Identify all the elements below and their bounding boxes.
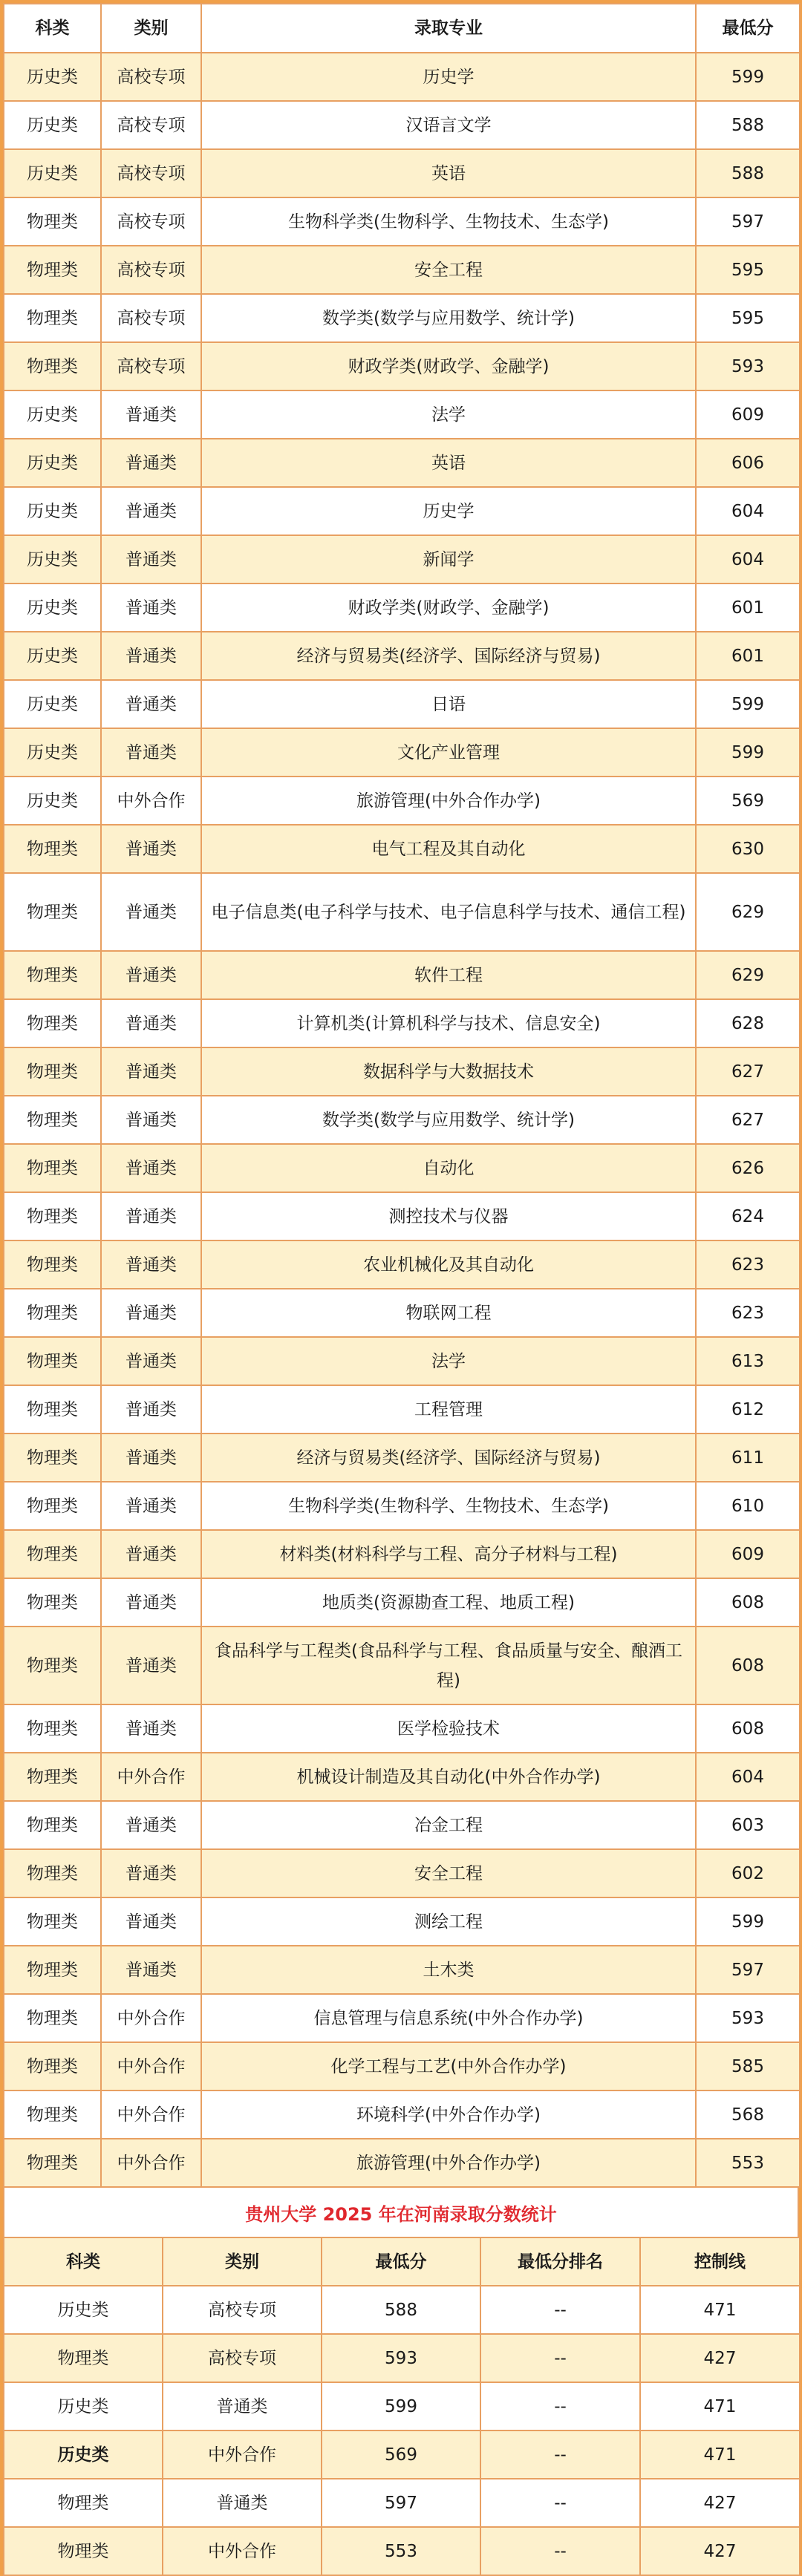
table-row — [4, 2382, 800, 2430]
category-cell: 普通类 — [101, 1240, 201, 1289]
major-scores-table — [3, 3, 801, 2188]
subject-cell: 物理类 — [4, 246, 101, 294]
table-row — [4, 2479, 800, 2527]
min-score-cell: 627 — [696, 1047, 800, 1096]
table-row — [4, 1192, 800, 1240]
column-header-category: 类别 — [101, 4, 201, 53]
min-score-cell: 629 — [696, 873, 800, 951]
major-cell: 历史学 — [201, 53, 696, 101]
category-cell: 中外合作 — [101, 777, 201, 825]
subject-cell: 历史类 — [4, 487, 101, 535]
category-cell: 普通类 — [101, 1096, 201, 1144]
category-cell: 普通类 — [101, 1897, 201, 1946]
table-row — [4, 2430, 800, 2479]
category-cell: 普通类 — [101, 1385, 201, 1434]
major-cell: 日语 — [201, 680, 696, 728]
major-cell: 测控技术与仪器 — [201, 1192, 696, 1240]
subject-cell: 物理类 — [4, 2139, 101, 2187]
min-score-cell: 623 — [696, 1289, 800, 1337]
column-header-min-rank: 最低分排名 — [480, 2237, 640, 2286]
table-row — [4, 2334, 800, 2382]
subject-cell: 物理类 — [4, 342, 101, 390]
subject-cell: 物理类 — [4, 1849, 101, 1897]
min-score-cell: 569 — [322, 2430, 480, 2479]
major-cell: 数学类(数学与应用数学、统计学) — [201, 1096, 696, 1144]
table-row — [4, 197, 800, 246]
category-cell: 普通类 — [101, 535, 201, 583]
major-cell: 物联网工程 — [201, 1289, 696, 1337]
category-cell: 普通类 — [101, 1849, 201, 1897]
major-cell: 安全工程 — [201, 246, 696, 294]
major-cell: 经济与贸易类(经济学、国际经济与贸易) — [201, 1434, 696, 1482]
category-cell: 中外合作 — [163, 2527, 322, 2575]
min-score-cell: 601 — [696, 583, 800, 632]
category-cell: 高校专项 — [163, 2286, 322, 2334]
major-cell: 计算机类(计算机科学与技术、信息安全) — [201, 999, 696, 1047]
table-row — [4, 777, 800, 825]
control-line-cell: 471 — [640, 2286, 800, 2334]
subject-cell: 历史类 — [4, 680, 101, 728]
category-cell: 普通类 — [101, 873, 201, 951]
min-rank-cell: -- — [480, 2430, 640, 2479]
category-cell: 普通类 — [101, 632, 201, 680]
table-row — [4, 2527, 800, 2575]
category-cell: 普通类 — [101, 1434, 201, 1482]
min-score-cell: 611 — [696, 1434, 800, 1482]
min-score-cell: 608 — [696, 1704, 800, 1753]
category-cell: 高校专项 — [101, 53, 201, 101]
table-row — [4, 1240, 800, 1289]
min-score-cell: 553 — [696, 2139, 800, 2187]
min-score-cell: 603 — [696, 1801, 800, 1849]
category-cell: 高校专项 — [101, 246, 201, 294]
subject-cell: 物理类 — [4, 1482, 101, 1530]
table-row — [4, 1994, 800, 2042]
table-row — [4, 53, 800, 101]
category-cell: 普通类 — [101, 487, 201, 535]
table-row — [4, 1897, 800, 1946]
subject-cell: 物理类 — [4, 2090, 101, 2139]
subject-cell: 历史类 — [4, 2286, 163, 2334]
category-cell: 普通类 — [101, 1627, 201, 1704]
subject-cell: 历史类 — [4, 439, 101, 487]
category-cell: 中外合作 — [163, 2430, 322, 2479]
subject-cell: 物理类 — [4, 1192, 101, 1240]
subject-cell: 物理类 — [4, 1994, 101, 2042]
table-row — [4, 1144, 800, 1192]
min-score-cell: 628 — [696, 999, 800, 1047]
min-score-cell: 597 — [696, 197, 800, 246]
category-cell: 普通类 — [101, 1192, 201, 1240]
table-row — [4, 439, 800, 487]
subject-cell: 物理类 — [4, 1385, 101, 1434]
min-score-cell: 609 — [696, 1530, 800, 1578]
major-cell: 电子信息类(电子科学与技术、电子信息科学与技术、通信工程) — [201, 873, 696, 951]
table-row — [4, 487, 800, 535]
subject-cell: 物理类 — [4, 1530, 101, 1578]
category-cell: 普通类 — [101, 951, 201, 999]
table-row — [4, 1047, 800, 1096]
min-score-cell: 588 — [696, 149, 800, 197]
table-row — [4, 149, 800, 197]
min-score-cell: 601 — [696, 632, 800, 680]
subject-cell: 物理类 — [4, 1434, 101, 1482]
table-row — [4, 1482, 800, 1530]
min-score-cell: 568 — [696, 2090, 800, 2139]
major-cell: 测绘工程 — [201, 1897, 696, 1946]
table-row — [4, 951, 800, 999]
min-score-cell: 613 — [696, 1337, 800, 1385]
table-row — [4, 2286, 800, 2334]
major-cell: 食品科学与工程类(食品科学与工程、食品质量与安全、酿酒工程) — [201, 1627, 696, 1704]
column-header-category: 类别 — [163, 2237, 322, 2286]
subject-cell: 物理类 — [4, 1946, 101, 1994]
category-cell: 普通类 — [101, 1530, 201, 1578]
min-score-cell: 604 — [696, 1753, 800, 1801]
subject-cell: 物理类 — [4, 1289, 101, 1337]
major-cell: 医学检验技术 — [201, 1704, 696, 1753]
table-row — [4, 825, 800, 873]
min-score-cell: 608 — [696, 1578, 800, 1627]
major-cell: 机械设计制造及其自动化(中外合作办学) — [201, 1753, 696, 1801]
table-row — [4, 728, 800, 777]
category-cell: 普通类 — [163, 2382, 322, 2430]
category-cell: 普通类 — [101, 1337, 201, 1385]
category-cell: 普通类 — [163, 2479, 322, 2527]
subject-cell: 物理类 — [4, 1897, 101, 1946]
subject-cell: 物理类 — [4, 873, 101, 951]
major-cell: 法学 — [201, 390, 696, 439]
category-cell: 普通类 — [101, 1144, 201, 1192]
min-score-cell: 610 — [696, 1482, 800, 1530]
min-score-cell: 595 — [696, 246, 800, 294]
subject-cell: 物理类 — [4, 2479, 163, 2527]
major-cell: 历史学 — [201, 487, 696, 535]
min-score-cell: 602 — [696, 1849, 800, 1897]
min-score-cell: 626 — [696, 1144, 800, 1192]
column-header-min-score: 最低分 — [322, 2237, 480, 2286]
min-rank-cell: -- — [480, 2334, 640, 2382]
min-score-cell: 597 — [696, 1946, 800, 1994]
min-score-cell: 608 — [696, 1627, 800, 1704]
subject-cell: 历史类 — [4, 149, 101, 197]
category-cell: 普通类 — [101, 1578, 201, 1627]
category-cell: 普通类 — [101, 1801, 201, 1849]
category-cell: 高校专项 — [101, 294, 201, 342]
major-cell: 旅游管理(中外合作办学) — [201, 2139, 696, 2187]
subject-cell: 物理类 — [4, 1627, 101, 1704]
min-score-cell: 599 — [696, 53, 800, 101]
subject-cell: 物理类 — [4, 1578, 101, 1627]
subject-cell: 历史类 — [4, 53, 101, 101]
table-row — [4, 1434, 800, 1482]
min-rank-cell: -- — [480, 2527, 640, 2575]
subject-cell: 物理类 — [4, 294, 101, 342]
major-cell: 数据科学与大数据技术 — [201, 1047, 696, 1096]
subject-cell: 历史类 — [4, 583, 101, 632]
major-cell: 新闻学 — [201, 535, 696, 583]
major-cell: 土木类 — [201, 1946, 696, 1994]
major-cell: 旅游管理(中外合作办学) — [201, 777, 696, 825]
min-score-cell: 593 — [322, 2334, 480, 2382]
min-score-cell: 623 — [696, 1240, 800, 1289]
min-score-cell: 606 — [696, 439, 800, 487]
subject-cell: 物理类 — [4, 197, 101, 246]
summary-title: 贵州大学 2025 年在河南录取分数统计 — [3, 2188, 799, 2237]
min-score-cell: 588 — [696, 101, 800, 149]
min-score-cell: 569 — [696, 777, 800, 825]
table-row — [4, 2042, 800, 2090]
subject-cell: 历史类 — [4, 632, 101, 680]
major-cell: 环境科学(中外合作办学) — [201, 2090, 696, 2139]
category-cell: 中外合作 — [101, 2042, 201, 2090]
major-cell: 工程管理 — [201, 1385, 696, 1434]
major-cell: 文化产业管理 — [201, 728, 696, 777]
category-cell: 中外合作 — [101, 2139, 201, 2187]
category-cell: 中外合作 — [101, 1753, 201, 1801]
major-cell: 法学 — [201, 1337, 696, 1385]
min-score-cell: 599 — [322, 2382, 480, 2430]
major-cell: 地质类(资源勘查工程、地质工程) — [201, 1578, 696, 1627]
subject-cell: 物理类 — [4, 1337, 101, 1385]
control-line-cell: 427 — [640, 2479, 800, 2527]
table-row — [4, 1753, 800, 1801]
control-line-cell: 427 — [640, 2527, 800, 2575]
table-row — [4, 1849, 800, 1897]
table-row — [4, 2139, 800, 2187]
table-row — [4, 535, 800, 583]
table-row — [4, 632, 800, 680]
min-score-cell: 604 — [696, 535, 800, 583]
subject-cell: 历史类 — [4, 535, 101, 583]
subject-cell: 物理类 — [4, 2334, 163, 2382]
category-cell: 普通类 — [101, 1047, 201, 1096]
table-row — [4, 1704, 800, 1753]
min-score-cell: 593 — [696, 1994, 800, 2042]
category-cell: 普通类 — [101, 1946, 201, 1994]
column-header-subject: 科类 — [4, 4, 101, 53]
min-score-cell: 599 — [696, 1897, 800, 1946]
subject-cell: 物理类 — [4, 1096, 101, 1144]
table-row — [4, 294, 800, 342]
table-row — [4, 583, 800, 632]
subject-cell: 历史类 — [4, 101, 101, 149]
subject-cell: 历史类 — [4, 728, 101, 777]
min-score-cell: 553 — [322, 2527, 480, 2575]
category-cell: 普通类 — [101, 825, 201, 873]
table-row — [4, 101, 800, 149]
table-row — [4, 1578, 800, 1627]
min-score-cell: 597 — [322, 2479, 480, 2527]
category-cell: 普通类 — [101, 680, 201, 728]
table-row — [4, 390, 800, 439]
subject-cell: 物理类 — [4, 999, 101, 1047]
table-row — [4, 1801, 800, 1849]
major-cell: 汉语言文学 — [201, 101, 696, 149]
category-cell: 普通类 — [101, 439, 201, 487]
table-header-row — [4, 4, 800, 53]
subject-cell: 物理类 — [4, 1801, 101, 1849]
subject-cell: 物理类 — [4, 1753, 101, 1801]
major-cell: 财政学类(财政学、金融学) — [201, 583, 696, 632]
major-cell: 化学工程与工艺(中外合作办学) — [201, 2042, 696, 2090]
major-cell: 自动化 — [201, 1144, 696, 1192]
category-cell: 普通类 — [101, 728, 201, 777]
table-row — [4, 342, 800, 390]
category-cell: 普通类 — [101, 583, 201, 632]
column-header-control-line: 控制线 — [640, 2237, 800, 2286]
subject-cell: 物理类 — [4, 2527, 163, 2575]
control-line-cell: 471 — [640, 2382, 800, 2430]
major-cell: 农业机械化及其自动化 — [201, 1240, 696, 1289]
min-score-cell: 599 — [696, 680, 800, 728]
subject-cell: 历史类 — [4, 777, 101, 825]
major-cell: 生物科学类(生物科学、生物技术、生态学) — [201, 1482, 696, 1530]
table-row — [4, 680, 800, 728]
subject-cell: 物理类 — [4, 951, 101, 999]
min-score-cell: 609 — [696, 390, 800, 439]
column-header-min-score: 最低分 — [696, 4, 800, 53]
table-row — [4, 1627, 800, 1704]
min-rank-cell: -- — [480, 2382, 640, 2430]
min-rank-cell: -- — [480, 2479, 640, 2527]
min-score-cell: 629 — [696, 951, 800, 999]
category-cell: 普通类 — [101, 1482, 201, 1530]
min-score-cell: 624 — [696, 1192, 800, 1240]
category-cell: 普通类 — [101, 1704, 201, 1753]
table-header-row — [4, 2237, 800, 2286]
subject-cell: 物理类 — [4, 1144, 101, 1192]
table-row — [4, 2090, 800, 2139]
major-cell: 生物科学类(生物科学、生物技术、生态学) — [201, 197, 696, 246]
category-cell: 中外合作 — [101, 1994, 201, 2042]
major-cell: 软件工程 — [201, 951, 696, 999]
category-cell: 普通类 — [101, 1289, 201, 1337]
subject-cell: 历史类 — [4, 390, 101, 439]
table-row — [4, 1530, 800, 1578]
min-score-cell: 612 — [696, 1385, 800, 1434]
subject-cell: 历史类 — [4, 2382, 163, 2430]
major-cell: 数学类(数学与应用数学、统计学) — [201, 294, 696, 342]
major-cell: 财政学类(财政学、金融学) — [201, 342, 696, 390]
category-cell: 普通类 — [101, 999, 201, 1047]
table-row — [4, 999, 800, 1047]
summary-table — [3, 2237, 801, 2576]
category-cell: 高校专项 — [163, 2334, 322, 2382]
category-cell: 高校专项 — [101, 197, 201, 246]
min-rank-cell: -- — [480, 2286, 640, 2334]
major-cell: 英语 — [201, 439, 696, 487]
major-cell: 经济与贸易类(经济学、国际经济与贸易) — [201, 632, 696, 680]
subject-cell: 物理类 — [4, 2042, 101, 2090]
major-cell: 信息管理与信息系统(中外合作办学) — [201, 1994, 696, 2042]
major-cell: 材料类(材料科学与工程、高分子材料与工程) — [201, 1530, 696, 1578]
subject-cell: 物理类 — [4, 1047, 101, 1096]
min-score-cell: 595 — [696, 294, 800, 342]
min-score-cell: 627 — [696, 1096, 800, 1144]
major-cell: 英语 — [201, 149, 696, 197]
subject-cell: 物理类 — [4, 1240, 101, 1289]
min-score-cell: 588 — [322, 2286, 480, 2334]
min-score-cell: 604 — [696, 487, 800, 535]
subject-cell: 物理类 — [4, 825, 101, 873]
table-row — [4, 1337, 800, 1385]
subject-cell: 物理类 — [4, 1704, 101, 1753]
category-cell: 高校专项 — [101, 101, 201, 149]
category-cell: 普通类 — [101, 390, 201, 439]
category-cell: 高校专项 — [101, 149, 201, 197]
column-header-major: 录取专业 — [201, 4, 696, 53]
category-cell: 高校专项 — [101, 342, 201, 390]
min-score-cell: 599 — [696, 728, 800, 777]
subject-cell: 历史类 — [4, 2430, 163, 2479]
major-cell: 电气工程及其自动化 — [201, 825, 696, 873]
table-row — [4, 1385, 800, 1434]
control-line-cell: 427 — [640, 2334, 800, 2382]
table-row — [4, 1946, 800, 1994]
table-row — [4, 1096, 800, 1144]
category-cell: 中外合作 — [101, 2090, 201, 2139]
table-row — [4, 1289, 800, 1337]
column-header-subject: 科类 — [4, 2237, 163, 2286]
min-score-cell: 585 — [696, 2042, 800, 2090]
min-score-cell: 593 — [696, 342, 800, 390]
major-cell: 冶金工程 — [201, 1801, 696, 1849]
table-row — [4, 246, 800, 294]
control-line-cell: 471 — [640, 2430, 800, 2479]
table-row — [4, 873, 800, 951]
major-cell: 安全工程 — [201, 1849, 696, 1897]
min-score-cell: 630 — [696, 825, 800, 873]
